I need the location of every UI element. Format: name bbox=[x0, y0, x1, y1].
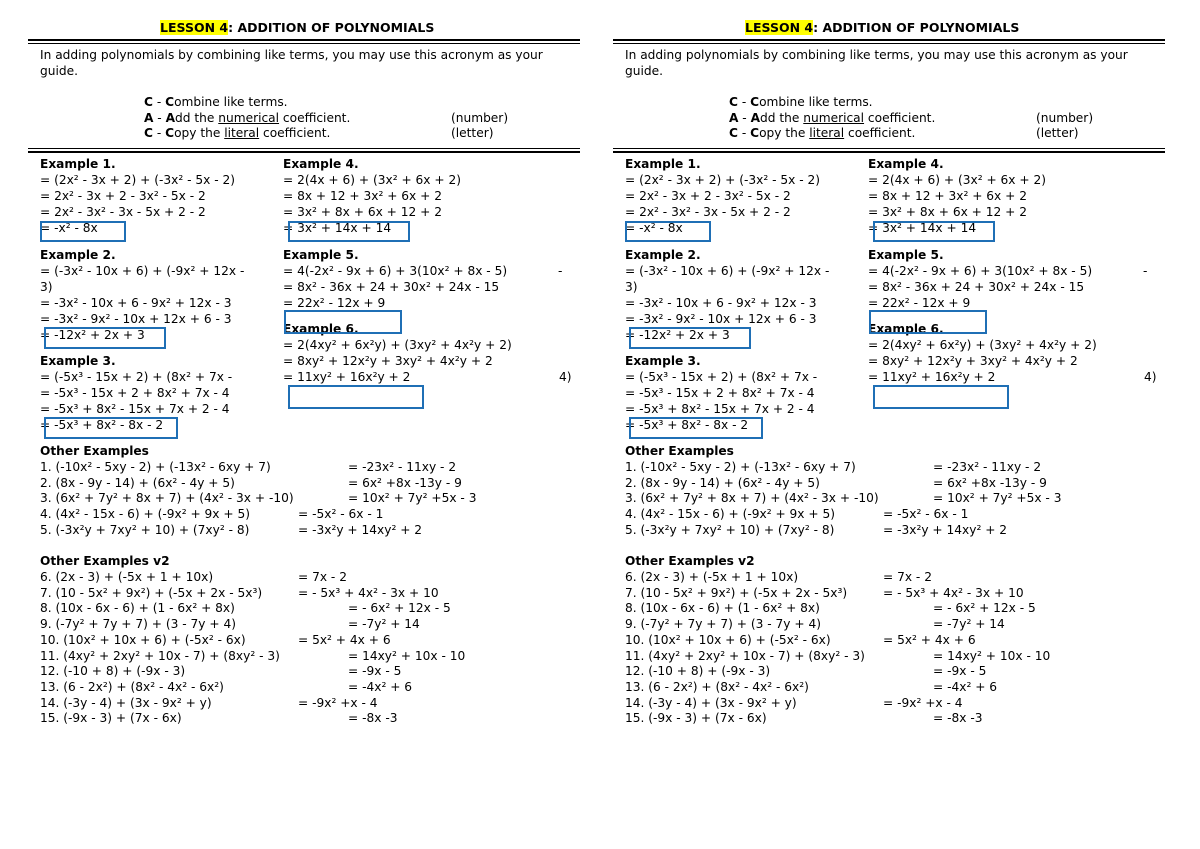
acronym-word-start: C bbox=[165, 95, 175, 109]
example-step: = 8xy² + 12x²y + 3xy² + 4x²y + 2 bbox=[868, 354, 1078, 368]
exercise-answer: = - 6x² + 12x - 5 bbox=[348, 601, 451, 616]
stray-text: 4) bbox=[559, 370, 572, 384]
example-step: = 2(4xy² + 6x²y) + (3xy² + 4x²y + 2) bbox=[868, 338, 1097, 352]
answer-box bbox=[288, 385, 424, 409]
exercise-question: 6. (2x - 3) + (-5x + 1 + 10x) bbox=[40, 570, 214, 584]
example-step: = -x² - 8x bbox=[625, 221, 683, 235]
acronym-text: ombine like terms. bbox=[759, 95, 873, 109]
answer-box bbox=[284, 310, 402, 334]
worksheet-left bbox=[28, 0, 588, 849]
exercise-answer: = 14xy² + 10x - 10 bbox=[933, 648, 1051, 663]
example-step: = 2x² - 3x + 2 - 3x² - 5x - 2 bbox=[40, 189, 206, 203]
acronym-word-start: C bbox=[750, 95, 760, 109]
acronym-letter: C bbox=[144, 126, 153, 140]
exercise-answer: = 6x² +8x -13y - 9 bbox=[348, 475, 462, 490]
example-step: = 11xy² + 16x²y + 2 bbox=[283, 370, 411, 384]
exercise-question: 2. (8x - 9y - 14) + (6x² - 4y + 5) bbox=[625, 475, 820, 490]
example-step: = 2x² - 3x² - 3x - 5x + 2 - 2 bbox=[40, 205, 206, 219]
exercise-answer: = 7x - 2 bbox=[883, 570, 932, 584]
stray-dash: - bbox=[558, 264, 563, 278]
example-title: Example 1. bbox=[40, 157, 116, 171]
intro-text: In adding polynomials by combining like terms, you may use this acronym as your guide. bbox=[40, 48, 543, 78]
example-title: Example 3. bbox=[625, 354, 701, 368]
example-step: = -5x³ - 15x + 2 + 8x² + 7x - 4 bbox=[625, 386, 815, 400]
divider bbox=[28, 148, 580, 149]
example-step: = -3x² - 9x² - 10x + 12x + 6 - 3 bbox=[625, 312, 817, 326]
example-step: = 4(-2x² - 9x + 6) + 3(10x² + 8x - 5) bbox=[868, 264, 1093, 278]
divider bbox=[28, 151, 580, 153]
exercise-question: 4. (4x² - 15x - 6) + (-9x² + 9x + 5) bbox=[40, 507, 250, 522]
divider bbox=[613, 148, 1165, 149]
acronym-text: coefficient. bbox=[864, 111, 936, 125]
exercise-question: 1. (-10x² - 5xy - 2) + (-13x² - 6xy + 7) bbox=[625, 460, 856, 474]
acronym-hint: (number) bbox=[1036, 111, 1094, 125]
example-step: = 2(4x + 6) + (3x² + 6x + 2) bbox=[868, 173, 1046, 187]
example-step: = -5x³ - 15x + 2 + 8x² + 7x - 4 bbox=[40, 386, 230, 400]
divider bbox=[28, 39, 580, 41]
example-title: Example 3. bbox=[40, 354, 116, 368]
answer-box bbox=[44, 417, 178, 439]
exercise-question: 11. (4xy² + 2xy² + 10x - 7) + (8xy² - 3) bbox=[40, 648, 280, 663]
example-step: = -12x² + 2x + 3 bbox=[40, 328, 145, 342]
acronym-hint: (letter) bbox=[451, 126, 494, 140]
example-step: = 8x² - 36x + 24 + 30x² + 24x - 15 bbox=[283, 280, 500, 294]
example-step: 3) bbox=[625, 280, 638, 294]
example-step: = 22x² - 12x + 9 bbox=[868, 296, 971, 310]
acronym-text: opy the bbox=[759, 126, 810, 140]
example-step: = -5x³ + 8x² - 15x + 7x + 2 - 4 bbox=[40, 402, 230, 416]
example-title: Example 6. bbox=[868, 322, 944, 336]
example-title: Example 1. bbox=[625, 157, 701, 171]
acronym-row: C - Copy the literal coefficient. (letter) bbox=[144, 126, 494, 140]
exercise-question: 9. (-7y² + 7y + 7) + (3 - 7y + 4) bbox=[40, 617, 236, 632]
exercise-question: 12. (-10 + 8) + (-9x - 3) bbox=[40, 664, 186, 679]
example-title: Example 6. bbox=[283, 322, 359, 336]
example-step: = 2x² - 3x² - 3x - 5x + 2 - 2 bbox=[625, 205, 791, 219]
exercise-question: 15. (-9x - 3) + (7x - 6x) bbox=[625, 711, 767, 726]
section-title: Other Examples v2 bbox=[625, 554, 755, 568]
exercise-answer: = 5x² + 4x + 6 bbox=[298, 632, 391, 647]
exercise-question: 2. (8x - 9y - 14) + (6x² - 4y + 5) bbox=[40, 475, 235, 490]
example-title: Example 5. bbox=[868, 248, 944, 262]
worksheet-right bbox=[613, 0, 1173, 849]
intro-text: In adding polynomials by combining like terms, you may use this acronym as your guide. bbox=[625, 48, 1128, 78]
section-title: Other Examples bbox=[625, 444, 734, 458]
acronym-row: C - Combine like terms. bbox=[144, 95, 288, 109]
exercise-question: 7. (10 - 5x² + 9x²) + (-5x + 2x - 5x³) bbox=[625, 585, 848, 600]
example-step: = 8x + 12 + 3x² + 6x + 2 bbox=[868, 189, 1027, 203]
exercise-question: 14. (-3y - 4) + (3x - 9x² + y) bbox=[625, 695, 797, 710]
example-step: = 2(4xy² + 6x²y) + (3xy² + 4x²y + 2) bbox=[283, 338, 512, 352]
answer-box bbox=[869, 310, 987, 334]
exercise-question: 13. (6 - 2x²) + (8x² - 4x² - 6x²) bbox=[40, 679, 224, 694]
exercise-question: 3. (6x² + 7y² + 8x + 7) + (4x² - 3x + -10) bbox=[625, 491, 879, 506]
acronym-row: C - Combine like terms. bbox=[729, 95, 873, 109]
divider bbox=[613, 151, 1165, 153]
acronym-letter: C bbox=[729, 95, 738, 109]
exercise-question: 8. (10x - 6x - 6) + (1 - 6x² + 8x) bbox=[40, 601, 235, 616]
example-step: = -3x² - 10x + 6 - 9x² + 12x - 3 bbox=[625, 296, 817, 310]
answer-box bbox=[288, 221, 410, 242]
exercise-answer: = 10x² + 7y² +5x - 3 bbox=[348, 491, 477, 506]
example-step: = -5x³ + 8x² - 8x - 2 bbox=[40, 418, 164, 432]
exercise-question: 13. (6 - 2x²) + (8x² - 4x² - 6x²) bbox=[625, 679, 809, 694]
acronym-text: coefficient. bbox=[844, 126, 916, 140]
answer-box bbox=[629, 327, 751, 349]
exercise-answer: = -9x² +x - 4 bbox=[883, 695, 963, 710]
exercise-question: 5. (-3x²y + 7xy² + 10) + (7xy² - 8) bbox=[625, 522, 835, 537]
acronym-text: ombine like terms. bbox=[174, 95, 288, 109]
exercise-answer: = -23x² - 11xy - 2 bbox=[933, 460, 1042, 474]
exercise-question: 8. (10x - 6x - 6) + (1 - 6x² + 8x) bbox=[625, 601, 820, 616]
acronym-text: coefficient. bbox=[279, 111, 351, 125]
acronym-row: A - Add the numerical coefficient. (number) bbox=[729, 111, 1094, 125]
page-title bbox=[160, 20, 434, 35]
exercise-question: 1. (-10x² - 5xy - 2) + (-13x² - 6xy + 7) bbox=[40, 460, 271, 474]
example-step: = 4(-2x² - 9x + 6) + 3(10x² + 8x - 5) bbox=[283, 264, 508, 278]
example-title: Example 5. bbox=[283, 248, 359, 262]
example-step: = (2x² - 3x + 2) + (-3x² - 5x - 2) bbox=[625, 173, 821, 187]
acronym-text: coefficient. bbox=[259, 126, 331, 140]
divider bbox=[613, 39, 1165, 41]
example-step: = -12x² + 2x + 3 bbox=[625, 328, 730, 342]
example-step: = 8x + 12 + 3x² + 6x + 2 bbox=[283, 189, 442, 203]
example-step: = (-5x³ - 15x + 2) + (8x² + 7x - bbox=[625, 370, 818, 384]
example-step: = 11xy² + 16x²y + 2 bbox=[868, 370, 996, 384]
example-step: = 3x² + 14x + 14 bbox=[868, 221, 977, 235]
exercise-answer: = -9x² +x - 4 bbox=[298, 695, 378, 710]
exercise-answer: = 6x² +8x -13y - 9 bbox=[933, 475, 1047, 490]
answer-box bbox=[629, 417, 763, 439]
title-highlight: LESSON 4 bbox=[160, 20, 229, 35]
example-step: = -x² - 8x bbox=[40, 221, 98, 235]
exercise-question: 10. (10x² + 10x + 6) + (-5x² - 6x) bbox=[40, 632, 246, 647]
exercise-question: 7. (10 - 5x² + 9x²) + (-5x + 2x - 5x³) bbox=[40, 585, 263, 600]
example-step: = (-3x² - 10x + 6) + (-9x² + 12x - bbox=[40, 264, 245, 278]
exercise-answer: = -8x -3 bbox=[348, 711, 398, 726]
example-step: = 3x² + 14x + 14 bbox=[283, 221, 392, 235]
acronym-letter: A bbox=[729, 111, 739, 125]
example-step: = 8x² - 36x + 24 + 30x² + 24x - 15 bbox=[868, 280, 1085, 294]
example-step: = -3x² - 10x + 6 - 9x² + 12x - 3 bbox=[40, 296, 232, 310]
acronym-text: dd the bbox=[175, 111, 219, 125]
answer-box bbox=[40, 221, 126, 242]
answer-box bbox=[44, 327, 166, 349]
exercise-answer: = 14xy² + 10x - 10 bbox=[348, 648, 466, 663]
page-title bbox=[745, 20, 1019, 35]
exercise-answer: = -4x² + 6 bbox=[348, 679, 413, 694]
exercise-answer: = 10x² + 7y² +5x - 3 bbox=[933, 491, 1062, 506]
example-step: = 22x² - 12x + 9 bbox=[283, 296, 386, 310]
example-step: = 2(4x + 6) + (3x² + 6x + 2) bbox=[283, 173, 461, 187]
exercise-answer: = -3x²y + 14xy² + 2 bbox=[298, 522, 423, 537]
acronym-text: dd the bbox=[760, 111, 804, 125]
example-step: = 3x² + 8x + 6x + 12 + 2 bbox=[283, 205, 442, 219]
stray-text: 4) bbox=[1144, 370, 1157, 384]
exercise-answer: = -8x -3 bbox=[933, 711, 983, 726]
acronym-hint: (letter) bbox=[1036, 126, 1079, 140]
example-title: Example 4. bbox=[283, 157, 359, 171]
exercise-answer: = -5x² - 6x - 1 bbox=[298, 507, 384, 522]
example-step: = 2x² - 3x + 2 - 3x² - 5x - 2 bbox=[625, 189, 791, 203]
example-step: = (2x² - 3x + 2) + (-3x² - 5x - 2) bbox=[40, 173, 236, 187]
exercise-question: 3. (6x² + 7y² + 8x + 7) + (4x² - 3x + -10) bbox=[40, 491, 294, 506]
acronym-text: opy the bbox=[174, 126, 225, 140]
exercise-question: 11. (4xy² + 2xy² + 10x - 7) + (8xy² - 3) bbox=[625, 648, 865, 663]
acronym-word-start: C bbox=[750, 126, 760, 140]
exercise-answer: = -23x² - 11xy - 2 bbox=[348, 460, 457, 474]
section-title: Other Examples v2 bbox=[40, 554, 170, 568]
exercise-question: 9. (-7y² + 7y + 7) + (3 - 7y + 4) bbox=[625, 617, 821, 632]
exercise-answer: = -9x - 5 bbox=[933, 664, 987, 679]
example-step: = -5x³ + 8x² - 15x + 7x + 2 - 4 bbox=[625, 402, 815, 416]
acronym-keyword: numerical bbox=[218, 111, 280, 125]
answer-box bbox=[873, 221, 995, 242]
exercise-answer: = 5x² + 4x + 6 bbox=[883, 632, 976, 647]
acronym-hint: (number) bbox=[451, 111, 509, 125]
exercise-answer: = -7y² + 14 bbox=[933, 617, 1005, 632]
example-step: = 8xy² + 12x²y + 3xy² + 4x²y + 2 bbox=[283, 354, 493, 368]
acronym-row: C - Copy the literal coefficient. (letter) bbox=[729, 126, 1079, 140]
example-title: Example 2. bbox=[625, 248, 701, 262]
exercise-question: 4. (4x² - 15x - 6) + (-9x² + 9x + 5) bbox=[625, 507, 835, 522]
exercise-answer: = 7x - 2 bbox=[298, 570, 347, 584]
acronym-word-start: A bbox=[750, 111, 761, 125]
acronym-letter: C bbox=[144, 95, 153, 109]
example-step: = -5x³ + 8x² - 8x - 2 bbox=[625, 418, 749, 432]
answer-box bbox=[625, 221, 711, 242]
example-step: 3) bbox=[40, 280, 53, 294]
acronym-word-start: A bbox=[165, 111, 176, 125]
exercise-question: 5. (-3x²y + 7xy² + 10) + (7xy² - 8) bbox=[40, 522, 250, 537]
example-step: = -3x² - 9x² - 10x + 12x + 6 - 3 bbox=[40, 312, 232, 326]
stray-dash: - bbox=[1143, 264, 1148, 278]
section-title: Other Examples bbox=[40, 444, 149, 458]
exercise-answer: = -7y² + 14 bbox=[348, 617, 420, 632]
example-step: = (-3x² - 10x + 6) + (-9x² + 12x - bbox=[625, 264, 830, 278]
exercise-answer: = - 5x³ + 4x² - 3x + 10 bbox=[298, 585, 439, 600]
exercise-answer: = -5x² - 6x - 1 bbox=[883, 507, 969, 522]
exercise-answer: = -4x² + 6 bbox=[933, 679, 998, 694]
example-step: = (-5x³ - 15x + 2) + (8x² + 7x - bbox=[40, 370, 233, 384]
exercise-answer: = -3x²y + 14xy² + 2 bbox=[883, 522, 1008, 537]
answer-box bbox=[873, 385, 1009, 409]
example-title: Example 4. bbox=[868, 157, 944, 171]
exercise-question: 6. (2x - 3) + (-5x + 1 + 10x) bbox=[625, 570, 799, 584]
example-step: = 3x² + 8x + 6x + 12 + 2 bbox=[868, 205, 1027, 219]
acronym-keyword: literal bbox=[809, 126, 845, 140]
title-highlight: LESSON 4 bbox=[745, 20, 814, 35]
divider bbox=[28, 43, 580, 44]
title-rest: : ADDITION OF POLYNOMIALS bbox=[228, 20, 435, 35]
exercise-question: 15. (-9x - 3) + (7x - 6x) bbox=[40, 711, 182, 726]
acronym-word-start: C bbox=[165, 126, 175, 140]
exercise-answer: = -9x - 5 bbox=[348, 664, 402, 679]
exercise-answer: = - 6x² + 12x - 5 bbox=[933, 601, 1036, 616]
exercise-question: 14. (-3y - 4) + (3x - 9x² + y) bbox=[40, 695, 212, 710]
example-title: Example 2. bbox=[40, 248, 116, 262]
title-rest: : ADDITION OF POLYNOMIALS bbox=[813, 20, 1020, 35]
acronym-keyword: numerical bbox=[803, 111, 865, 125]
acronym-letter: A bbox=[144, 111, 154, 125]
exercise-answer: = - 5x³ + 4x² - 3x + 10 bbox=[883, 585, 1024, 600]
acronym-keyword: literal bbox=[224, 126, 260, 140]
acronym-letter: C bbox=[729, 126, 738, 140]
divider bbox=[613, 43, 1165, 44]
exercise-question: 12. (-10 + 8) + (-9x - 3) bbox=[625, 664, 771, 679]
acronym-row: A - Add the numerical coefficient. (number) bbox=[144, 111, 509, 125]
exercise-question: 10. (10x² + 10x + 6) + (-5x² - 6x) bbox=[625, 632, 831, 647]
